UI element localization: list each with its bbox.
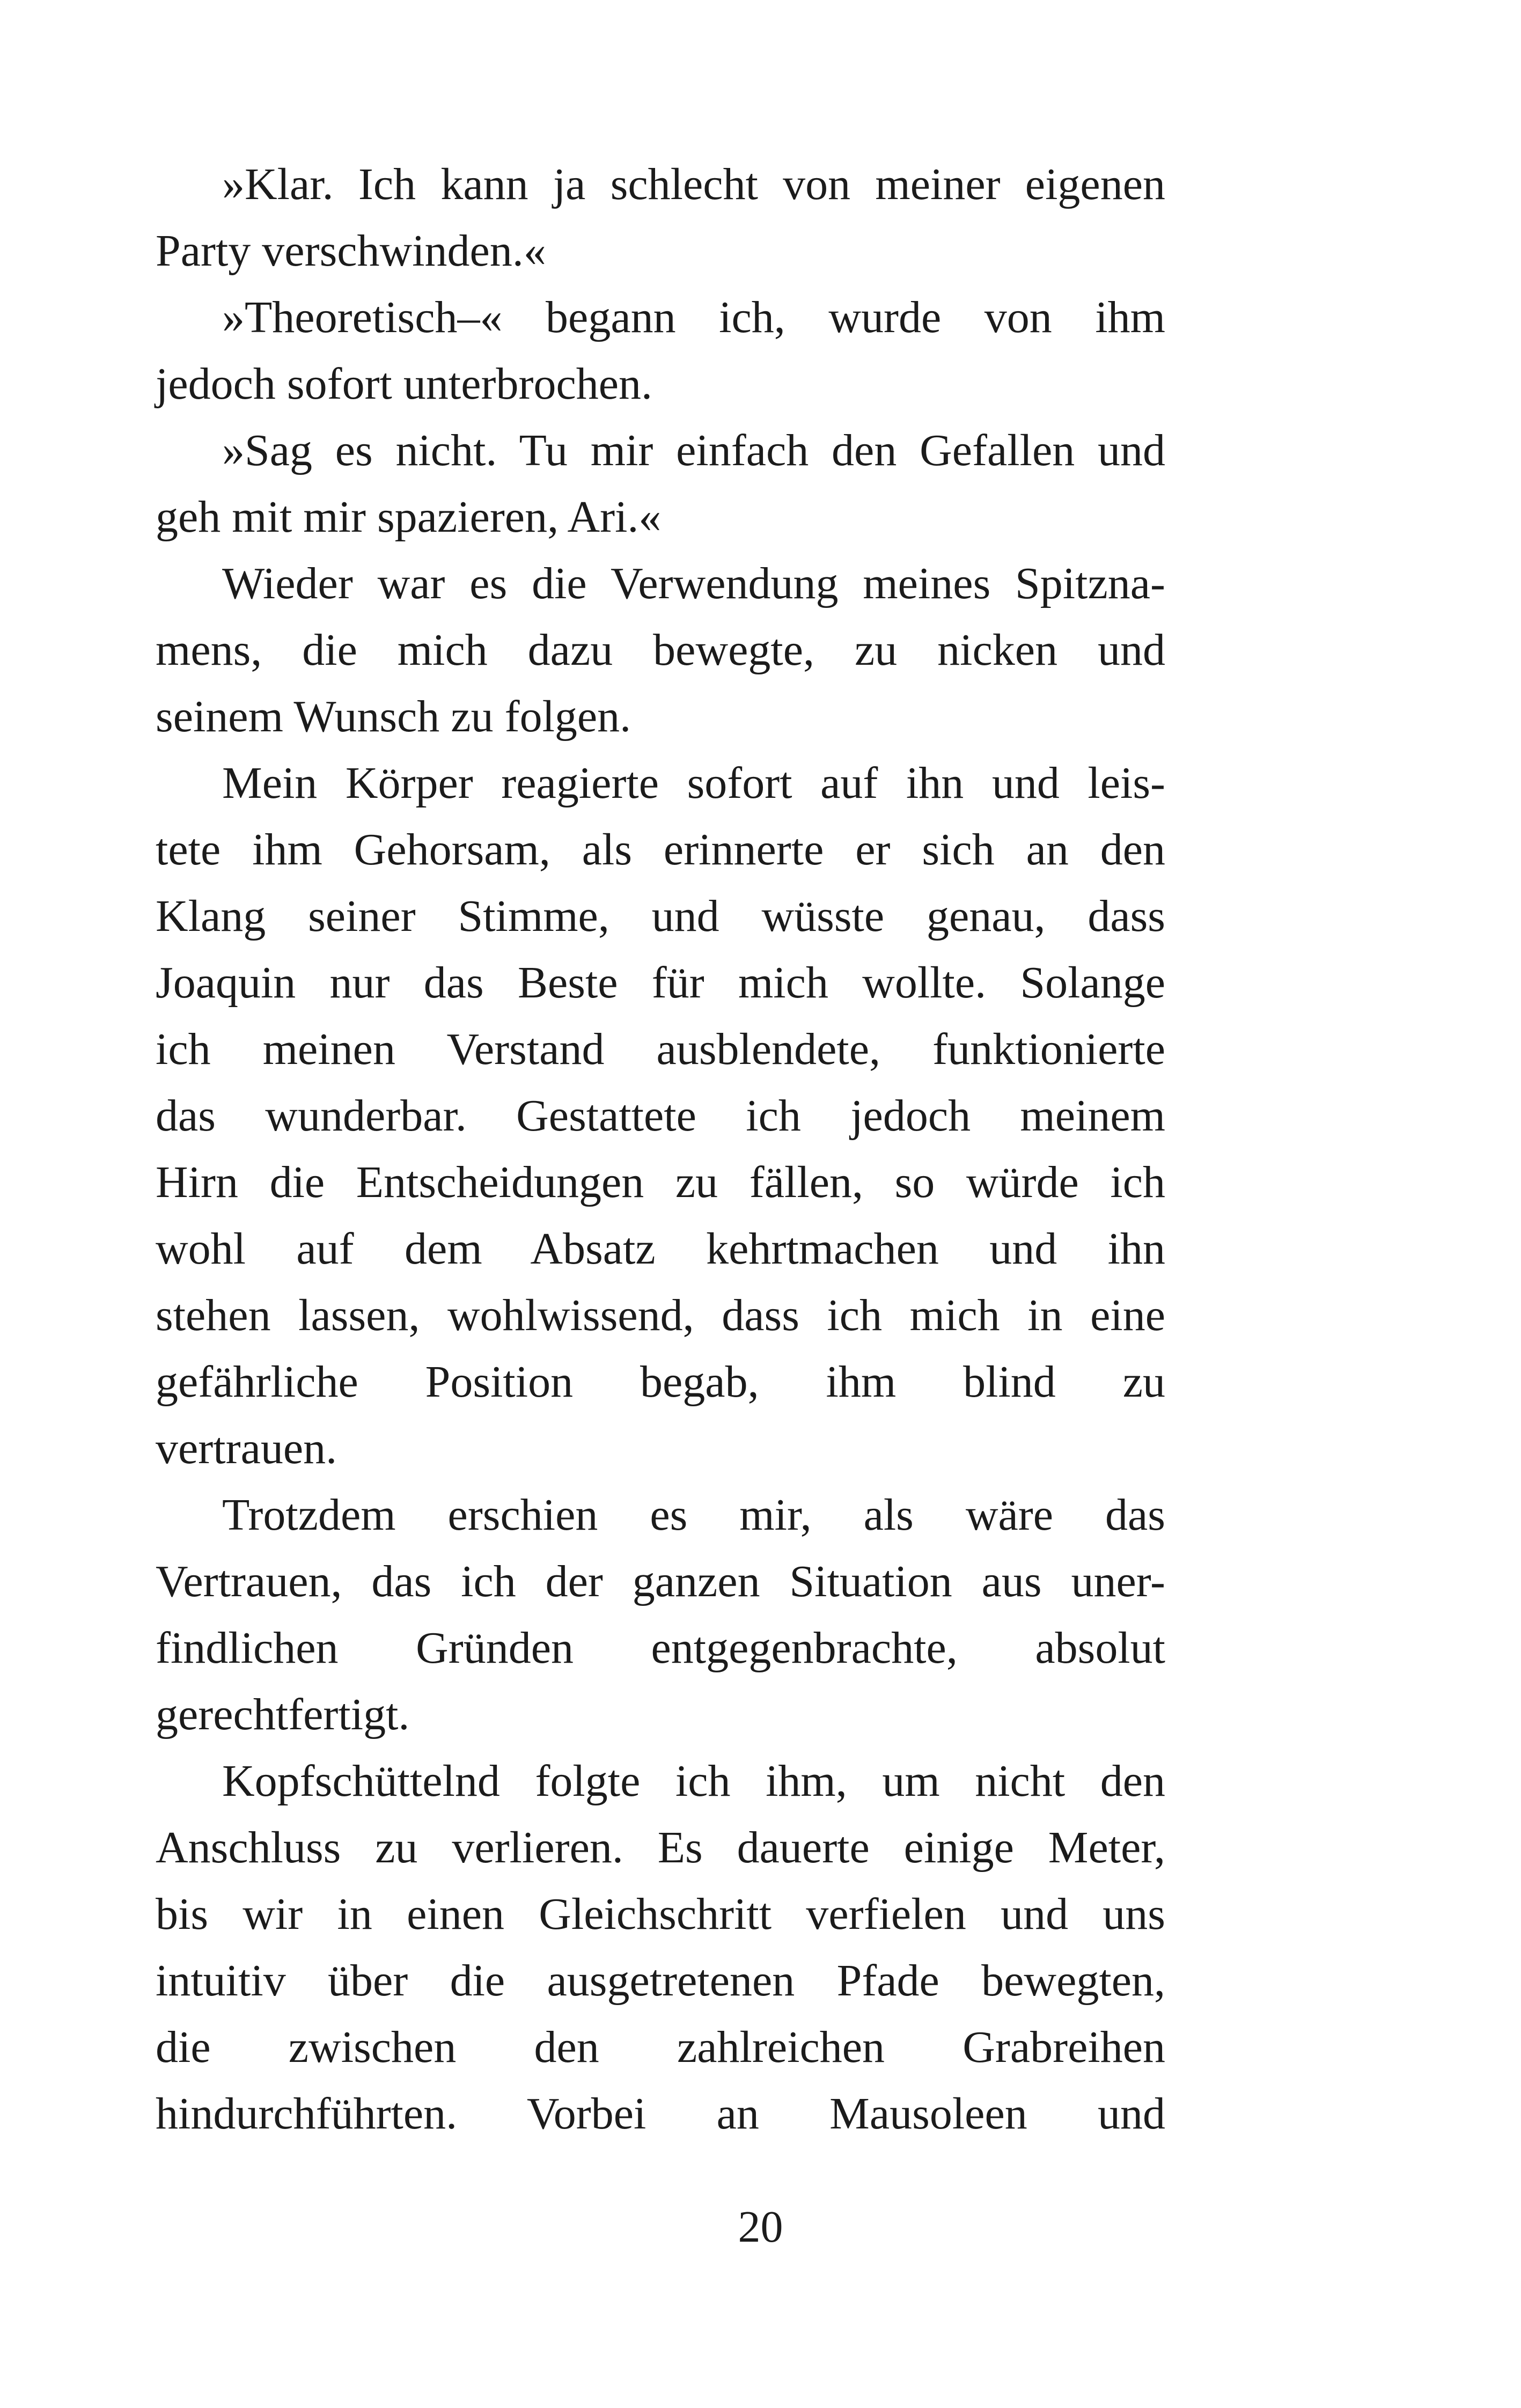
text-line: »Sag es nicht. Tu mir einfach den Gefallen und	[222, 425, 1165, 475]
text-line: gefährliche Position begab, ihm blind zu	[156, 1357, 1165, 1407]
text-line: hindurchführten. Vorbei an Mausoleen und	[156, 2089, 1165, 2139]
text-line: Anschluss zu verlieren. Es dauerte einige Meter,	[156, 1823, 1165, 1873]
text-line: Vertrauen, das ich der ganzen Situation aus uner-	[156, 1557, 1165, 1606]
text-line: Wieder war es die Verwendung meines Spitzna-	[222, 559, 1165, 608]
text-line: Mein Körper reagierte sofort auf ihn und leis-	[222, 758, 1165, 808]
text-line: »Klar. Ich kann ja schlecht von meiner eigenen	[222, 159, 1165, 209]
text-line: gerechtfertigt.	[156, 1690, 410, 1739]
text-line: seinem Wunsch zu folgen.	[156, 692, 631, 742]
text-line: mens, die mich dazu bewegte, zu nicken und	[156, 625, 1165, 675]
text-line: »Theoretisch–« begann ich, wurde von ihm	[222, 292, 1165, 342]
page-number: 20	[738, 2202, 783, 2252]
text-line: Kopfschüttelnd folgte ich ihm, um nicht den	[222, 1756, 1165, 1806]
text-line: ich meinen Verstand ausblendete, funktionierte	[156, 1024, 1165, 1074]
text-line: Hirn die Entscheidungen zu fällen, so würde ich	[156, 1157, 1165, 1207]
text-line: wohl auf dem Absatz kehrtmachen und ihn	[156, 1224, 1165, 1274]
body-text	[156, 151, 1165, 2147]
text-line: geh mit mir spazieren, Ari.«	[156, 492, 662, 542]
text-line: Party verschwinden.«	[156, 226, 546, 276]
text-line: findlichen Gründen entgegenbrachte, absolut	[156, 1623, 1165, 1673]
text-line: bis wir in einen Gleichschritt verfielen und uns	[156, 1889, 1165, 1939]
text-line: stehen lassen, wohlwissend, dass ich mich in eine	[156, 1290, 1165, 1340]
text-line: Trotzdem erschien es mir, als wäre das	[222, 1490, 1165, 1540]
text-line: jedoch sofort unterbrochen.	[156, 359, 653, 409]
text-line: vertrauen.	[156, 1423, 337, 1473]
text-line: Joaquin nur das Beste für mich wollte. Solange	[156, 958, 1165, 1008]
text-line: intuitiv über die ausgetretenen Pfade bewegten,	[156, 1956, 1165, 2006]
text-line: tete ihm Gehorsam, als erinnerte er sich an den	[156, 825, 1165, 875]
text-line: die zwischen den zahlreichen Grabreihen	[156, 2022, 1165, 2072]
text-line: das wunderbar. Gestattete ich jedoch meinem	[156, 1091, 1165, 1141]
text-line: Klang seiner Stimme, und wüsste genau, dass	[156, 891, 1165, 941]
